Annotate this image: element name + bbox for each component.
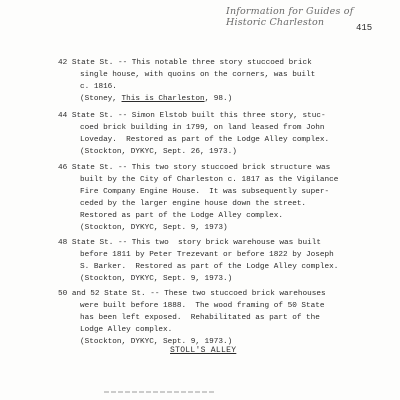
- section-heading: STOLL'S ALLEY: [170, 346, 237, 355]
- citation: [58, 94, 388, 106]
- entry-line: 50 and 52 State St. -- These two stuccoed brick warehouses: [58, 290, 326, 298]
- citation: (Stockton, DYKYC, Sept. 9, 1973.): [80, 337, 233, 346]
- cut-off-text-line: [104, 388, 224, 394]
- entry-line: ceded by the larger engine house down the street.: [80, 199, 307, 208]
- citation-suffix: , 98.): [204, 94, 233, 103]
- entry-line: 44 State St. -- Simon Elstob built this three story, stuc-: [58, 112, 326, 120]
- handwritten-note-line-1: Information for Guides of: [226, 6, 354, 17]
- entry-line: has been left exposed. Rehabilitated as part of the: [80, 313, 320, 322]
- entry-line: c. 1816.: [80, 82, 117, 91]
- entry-line: 46 State St. -- This two story stuccoed brick structure was: [58, 164, 331, 172]
- entry-line: 42 State St. -- This notable three story stuccoed brick: [58, 59, 312, 67]
- citation: (Stockton, DYKYC, Sept. 9, 1973.): [80, 274, 233, 283]
- entry-line: 48 State St. -- This two story brick warehouse was built: [58, 239, 321, 247]
- entry-44-state-st: [58, 111, 388, 159]
- entry-42-state-st: [58, 58, 388, 106]
- entry-50-52-state-st: [58, 289, 388, 349]
- entry-line: Fire Company Engine House. It was subsequently super-: [80, 187, 330, 196]
- entry-line: were built before 1888. The wood framing of 50 State: [80, 301, 325, 310]
- entry-line: single house, with quoins on the corners, was built: [80, 70, 316, 79]
- entry-line: Loveday. Restored as part of the Lodge Alley complex.: [80, 135, 330, 144]
- entry-line: Restored as part of the Lodge Alley complex.: [80, 211, 283, 220]
- citation: (Stockton, DYKYC, Sept. 26, 1973.): [80, 147, 237, 156]
- entry-46-state-st: [58, 163, 388, 234]
- entry-line: coed brick building in 1799, on land leased from John: [80, 123, 325, 132]
- entry-48-state-st: [58, 238, 388, 286]
- citation: (Stockton, DYKYC, Sept. 9, 1973): [80, 223, 228, 232]
- page-number: 415: [356, 23, 373, 33]
- citation-prefix: (Stoney,: [80, 94, 122, 103]
- entry-line: S. Barker. Restored as part of the Lodge Alley complex.: [80, 262, 339, 271]
- entry-line: Lodge Alley complex.: [80, 325, 173, 334]
- entry-line: built by the City of Charleston c. 1817 as the Vigilance: [80, 175, 339, 184]
- citation-book-title: This is Charleston: [121, 94, 205, 103]
- entry-line: before 1811 by Peter Trezevant or before 1822 by Joseph: [80, 250, 334, 259]
- handwritten-note-line-2: Historic Charleston: [226, 17, 325, 28]
